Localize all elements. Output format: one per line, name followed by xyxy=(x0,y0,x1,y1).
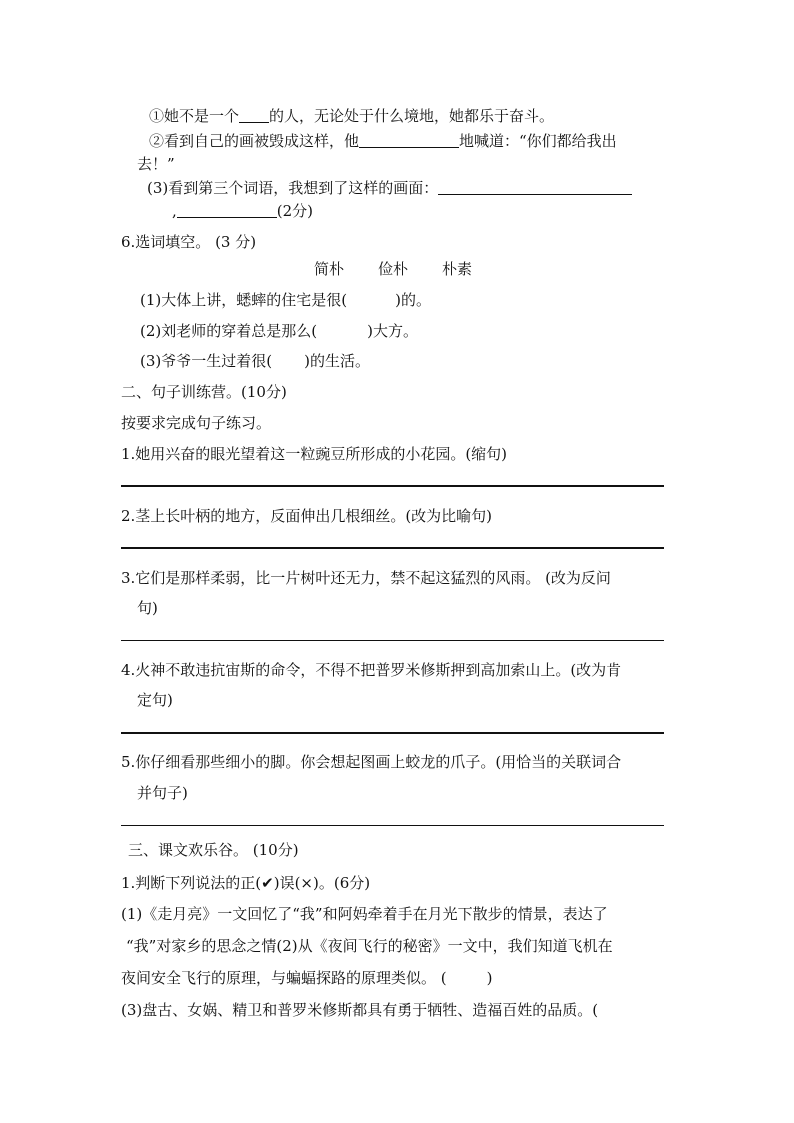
answer-blank[interactable] xyxy=(177,201,277,218)
s3-q1-title: 1.判断下列说法的正(✔)误(×)。(6分) xyxy=(121,874,371,892)
q6-item2: (2)刘老师的穿着总是那么( )大方。 xyxy=(140,322,418,340)
s3-item3: (3)盘古、女娲、精卫和普罗米修斯都具有勇于牺牲、造福百姓的品质。( xyxy=(121,1001,599,1019)
word-bank xyxy=(314,259,472,279)
word-option: 朴素 xyxy=(442,260,473,278)
s2-question-5-cont: 并句子) xyxy=(137,784,188,802)
s2-question-3: 3.它们是那样柔弱，比一片树叶还无力，禁不起这猛烈的风雨。 (改为反问 xyxy=(121,569,611,587)
s2-question-4: 4.火神不敢违抗宙斯的命令，不得不把普罗米修斯押到高加索山上。(改为肯 xyxy=(121,661,622,679)
q6-item1: (1)大体上讲，蟋蟀的住宅是很( )的。 xyxy=(140,291,431,309)
answer-line[interactable] xyxy=(121,640,664,641)
section2-instruction: 按要求完成句子练习。 xyxy=(121,414,272,432)
answer-blank[interactable] xyxy=(359,131,459,148)
q5-sub3: (3)看到第三个词语，我想到了这样的画面： xyxy=(147,178,632,198)
q5-item2: ②看到自己的画被毁成这样，他 地喊道：“你们都给我出 xyxy=(149,132,617,150)
section3-title: 三、课文欢乐谷。 (10分) xyxy=(128,841,299,859)
s2-question-3-cont: 句) xyxy=(137,599,158,617)
q5-item2-cont: 去！” xyxy=(137,155,175,173)
answer-line[interactable] xyxy=(121,825,664,826)
s2-question-4-cont: 定句) xyxy=(137,691,173,709)
word-option: 俭朴 xyxy=(378,260,409,278)
answer-line[interactable] xyxy=(121,547,664,549)
q5-sub3-cont: , (2分) xyxy=(172,202,314,220)
answer-line[interactable] xyxy=(121,732,664,734)
s2-question-2: 2.茎上长叶柄的地方，反面伸出几根细丝。(改为比喻句) xyxy=(121,507,493,525)
q5-item1: ①她不是一个 的人，无论处于什么境地，她都乐于奋斗。 xyxy=(149,107,555,125)
s3-item1-line2: “我”对家乡的思念之情(2)从《夜间飞行的秘密》一文中，我们知道飞机在 xyxy=(126,937,613,955)
q6-title: 6.选词填空。 (3 分) xyxy=(121,233,257,251)
word-option: 简朴 xyxy=(314,260,345,278)
answer-blank[interactable] xyxy=(239,106,269,123)
s2-question-5: 5.你仔细看那些细小的脚。你会想起图画上蛟龙的爪子。(用恰当的关联词合 xyxy=(121,753,622,771)
s2-question-1: 1.她用兴奋的眼光望着这一粒豌豆所形成的小花园。(缩句) xyxy=(121,445,508,463)
s3-item1-line3: 夜间安全飞行的原理，与蝙蝠探路的原理类似。 ( ) xyxy=(121,969,493,987)
s3-item1-line1: (1)《走月亮》一文回忆了“我”和阿妈牵着手在月光下散步的情景，表达了 xyxy=(121,905,608,923)
q6-item3: (3)爷爷一生过着很( )的生活。 xyxy=(140,352,370,370)
answer-blank[interactable] xyxy=(438,178,632,195)
answer-line[interactable] xyxy=(121,485,664,487)
section2-title: 二、句子训练营。(10分) xyxy=(121,383,287,401)
